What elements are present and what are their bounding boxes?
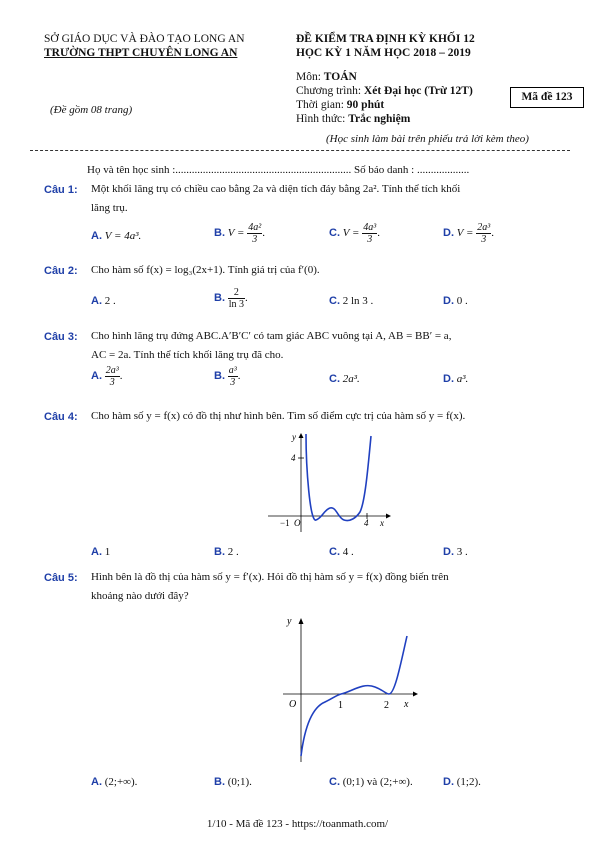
q3-option-b[interactable]: B. $\frac{\text{a³}}{3}$ . bbox=[214, 365, 241, 388]
option-letter: B. bbox=[214, 292, 225, 305]
question-5-text bbox=[91, 568, 449, 606]
question-5-line-2: khoảng nào dưới đây? bbox=[91, 590, 189, 602]
q2-option-c[interactable] bbox=[329, 295, 373, 307]
origin-label: O bbox=[289, 699, 297, 710]
x-axis-arrow bbox=[413, 692, 418, 697]
x-tick-label: 4 bbox=[364, 518, 369, 528]
department-name: SỞ GIÁO DỤC VÀ ĐÀO TẠO LONG AN bbox=[44, 33, 245, 45]
question-1-line-1: Một khối lăng trụ có chiều cao bằng 2a và diện tích đáy bằng 2a². Tính thể tích khối bbox=[91, 183, 461, 195]
q1-option-d[interactable]: D. V = $\frac{\text{2a³}}{3}$ . bbox=[443, 222, 494, 245]
q2-option-a[interactable] bbox=[91, 295, 116, 307]
question-1-line-2: lăng trụ. bbox=[91, 202, 128, 214]
frac-denominator: 3 bbox=[481, 234, 487, 245]
exam-meta bbox=[296, 70, 473, 126]
subject: TOÁN bbox=[323, 71, 357, 83]
option-value: 1 bbox=[104, 546, 111, 558]
question-4-label: Câu 4: bbox=[44, 411, 78, 423]
option-letter: D. bbox=[443, 776, 454, 788]
x-label: x bbox=[404, 699, 409, 710]
page-footer: 1/10 - Mã đề 123 - https://toanmath.com/ bbox=[206, 818, 389, 830]
program: Xét Đại học (Trừ 12T) bbox=[363, 85, 473, 97]
q4-option-a[interactable] bbox=[91, 546, 110, 558]
option-letter: A. bbox=[91, 295, 102, 307]
dashed-divider bbox=[30, 150, 570, 151]
question-2-label: Câu 2: bbox=[44, 265, 78, 277]
q5-option-b[interactable] bbox=[214, 776, 252, 788]
option-letter: A. bbox=[91, 776, 102, 788]
question-2-text: Cho hàm số f(x) = log₃(2x+1). Tính giá trị của f′(0). bbox=[91, 264, 320, 276]
option-prefix: V = bbox=[227, 227, 248, 240]
y-axis-arrow bbox=[299, 618, 304, 624]
option-value: (2;+∞). bbox=[104, 776, 138, 788]
question-3-text bbox=[91, 327, 451, 365]
option-letter: D. bbox=[443, 295, 454, 307]
option-letter: D. bbox=[443, 546, 454, 558]
time: 90 phút bbox=[346, 99, 385, 111]
q1-option-c[interactable]: C. V = $\frac{\text{4a³}}{3}$ . bbox=[329, 222, 380, 245]
answer-sheet-note: (Học sinh làm bài trên phiếu trả lời kèm theo) bbox=[326, 133, 529, 145]
frac-numerator: a³ bbox=[228, 365, 237, 376]
option-letter: A. bbox=[91, 370, 102, 383]
header-right bbox=[296, 32, 475, 60]
q4-option-b[interactable] bbox=[214, 546, 239, 558]
q2-option-b[interactable]: B. $\frac{2}{\ln 3}$ . bbox=[214, 287, 248, 310]
option-value: 2a³. bbox=[342, 373, 360, 385]
option-value: 2 ln 3 . bbox=[342, 295, 374, 307]
q4-graph bbox=[268, 428, 392, 532]
q4-option-d[interactable] bbox=[443, 546, 468, 558]
question-1-text bbox=[91, 180, 460, 218]
frac-numerator: 4a² bbox=[248, 222, 262, 233]
question-1-label: Câu 1: bbox=[44, 184, 78, 196]
q1-option-b[interactable]: B. V = $\frac{\text{4a²}}{3}$ . bbox=[214, 222, 265, 245]
option-value: 2 . bbox=[227, 546, 239, 558]
x-tick-minus-one: −1 bbox=[280, 518, 290, 528]
y-axis-arrow bbox=[299, 433, 304, 438]
q5-graph bbox=[283, 612, 423, 762]
option-letter: C. bbox=[329, 546, 340, 558]
option-letter: B. bbox=[214, 546, 225, 558]
header-left bbox=[44, 32, 245, 60]
subject-label: Môn: bbox=[296, 71, 324, 83]
question-3-label: Câu 3: bbox=[44, 331, 78, 343]
option-letter: C. bbox=[329, 776, 340, 788]
y-label: y bbox=[287, 616, 292, 627]
y-tick-label: 4 bbox=[291, 453, 296, 463]
question-5-label: Câu 5: bbox=[44, 572, 78, 584]
frac-numerator: 2a³ bbox=[477, 222, 491, 233]
q1-option-a[interactable] bbox=[91, 230, 141, 242]
frac-denominator: 3 bbox=[230, 377, 236, 388]
option-value: 2 . bbox=[104, 295, 116, 307]
option-letter: B. bbox=[214, 370, 225, 383]
q4-option-c[interactable] bbox=[329, 546, 354, 558]
q3-option-a[interactable]: A. $\frac{\text{2a³}}{3}$ . bbox=[91, 365, 123, 388]
program-label: Chương trình: bbox=[296, 85, 364, 97]
option-letter: C. bbox=[329, 295, 340, 307]
time-label: Thời gian: bbox=[296, 99, 347, 111]
question-3-line-2: AC = 2a. Tính thể tích khối lăng trụ đã cho. bbox=[91, 349, 284, 361]
origin-label: O bbox=[294, 518, 301, 528]
form-label: Hình thức: bbox=[296, 113, 349, 125]
semester: HỌC KỲ 1 NĂM HỌC 2018 – 2019 bbox=[296, 47, 471, 59]
question-3-line-1: Cho hình lăng trụ đứng ABC.A′B′C′ có tam giác ABC vuông tại A, AB = BB′ = a, bbox=[91, 330, 452, 342]
exam-code-box: Mã đề 123 bbox=[510, 87, 584, 108]
x-tick-two: 2 bbox=[384, 700, 389, 711]
frac-denominator: 3 bbox=[252, 234, 258, 245]
frac-denominator: ln 3 bbox=[228, 299, 245, 310]
form: Trắc nghiệm bbox=[348, 113, 411, 125]
x-axis-arrow bbox=[386, 514, 391, 519]
q5-option-a[interactable] bbox=[91, 776, 137, 788]
option-letter: B. bbox=[214, 227, 225, 240]
q5-option-d[interactable] bbox=[443, 776, 481, 788]
option-prefix: V = bbox=[342, 227, 363, 240]
x-label: x bbox=[380, 518, 384, 528]
q3-option-d[interactable] bbox=[443, 373, 468, 385]
option-value: (0;1). bbox=[227, 776, 252, 788]
frac-numerator: 2a³ bbox=[105, 365, 119, 376]
question-5-line-1: Hình bên là đồ thị của hàm số y = f′(x). Hỏi đồ thị hàm số y = f(x) đồng biến trên bbox=[91, 571, 449, 583]
frac-denominator: 3 bbox=[109, 377, 115, 388]
frac-numerator: 4a³ bbox=[363, 222, 377, 233]
derivative-curve bbox=[301, 636, 407, 756]
question-4-text: Cho hàm số y = f(x) có đồ thị như hình bên. Tìm số điểm cực trị của hàm số y = f(x). bbox=[91, 410, 466, 422]
pages-note: (Đề gồm 08 trang) bbox=[50, 104, 133, 116]
option-value: V = 4a³. bbox=[104, 230, 142, 242]
option-letter: C. bbox=[329, 373, 340, 385]
x-tick-one: 1 bbox=[338, 700, 343, 711]
option-letter: B. bbox=[214, 776, 225, 788]
option-value: a³. bbox=[456, 373, 469, 385]
option-value: 4 . bbox=[342, 546, 354, 558]
school-name: TRƯỜNG THPT CHUYÊN LONG AN bbox=[44, 47, 238, 59]
option-letter: A. bbox=[91, 230, 102, 242]
exam-title: ĐỀ KIỂM TRA ĐỊNH KỲ KHỐI 12 bbox=[296, 33, 475, 45]
option-letter: A. bbox=[91, 546, 102, 558]
option-letter: C. bbox=[329, 227, 340, 240]
option-value: (1;2). bbox=[456, 776, 481, 788]
option-letter: D. bbox=[443, 373, 454, 385]
option-letter: D. bbox=[443, 227, 454, 240]
option-value: 3 . bbox=[456, 546, 468, 558]
y-label: y bbox=[292, 432, 296, 442]
option-prefix: V = bbox=[456, 227, 477, 240]
q5-option-c[interactable] bbox=[329, 776, 413, 788]
q2-option-d[interactable] bbox=[443, 295, 468, 307]
frac-denominator: 3 bbox=[367, 234, 373, 245]
q3-option-c[interactable] bbox=[329, 373, 360, 385]
option-value: 0 . bbox=[456, 295, 468, 307]
student-info-line: Họ và tên học sinh :................................................................ Số báo danh : ................... bbox=[87, 164, 470, 176]
option-value: (0;1) và (2;+∞). bbox=[342, 776, 413, 788]
function-curve bbox=[306, 434, 371, 521]
frac-numerator: 2 bbox=[228, 287, 245, 299]
